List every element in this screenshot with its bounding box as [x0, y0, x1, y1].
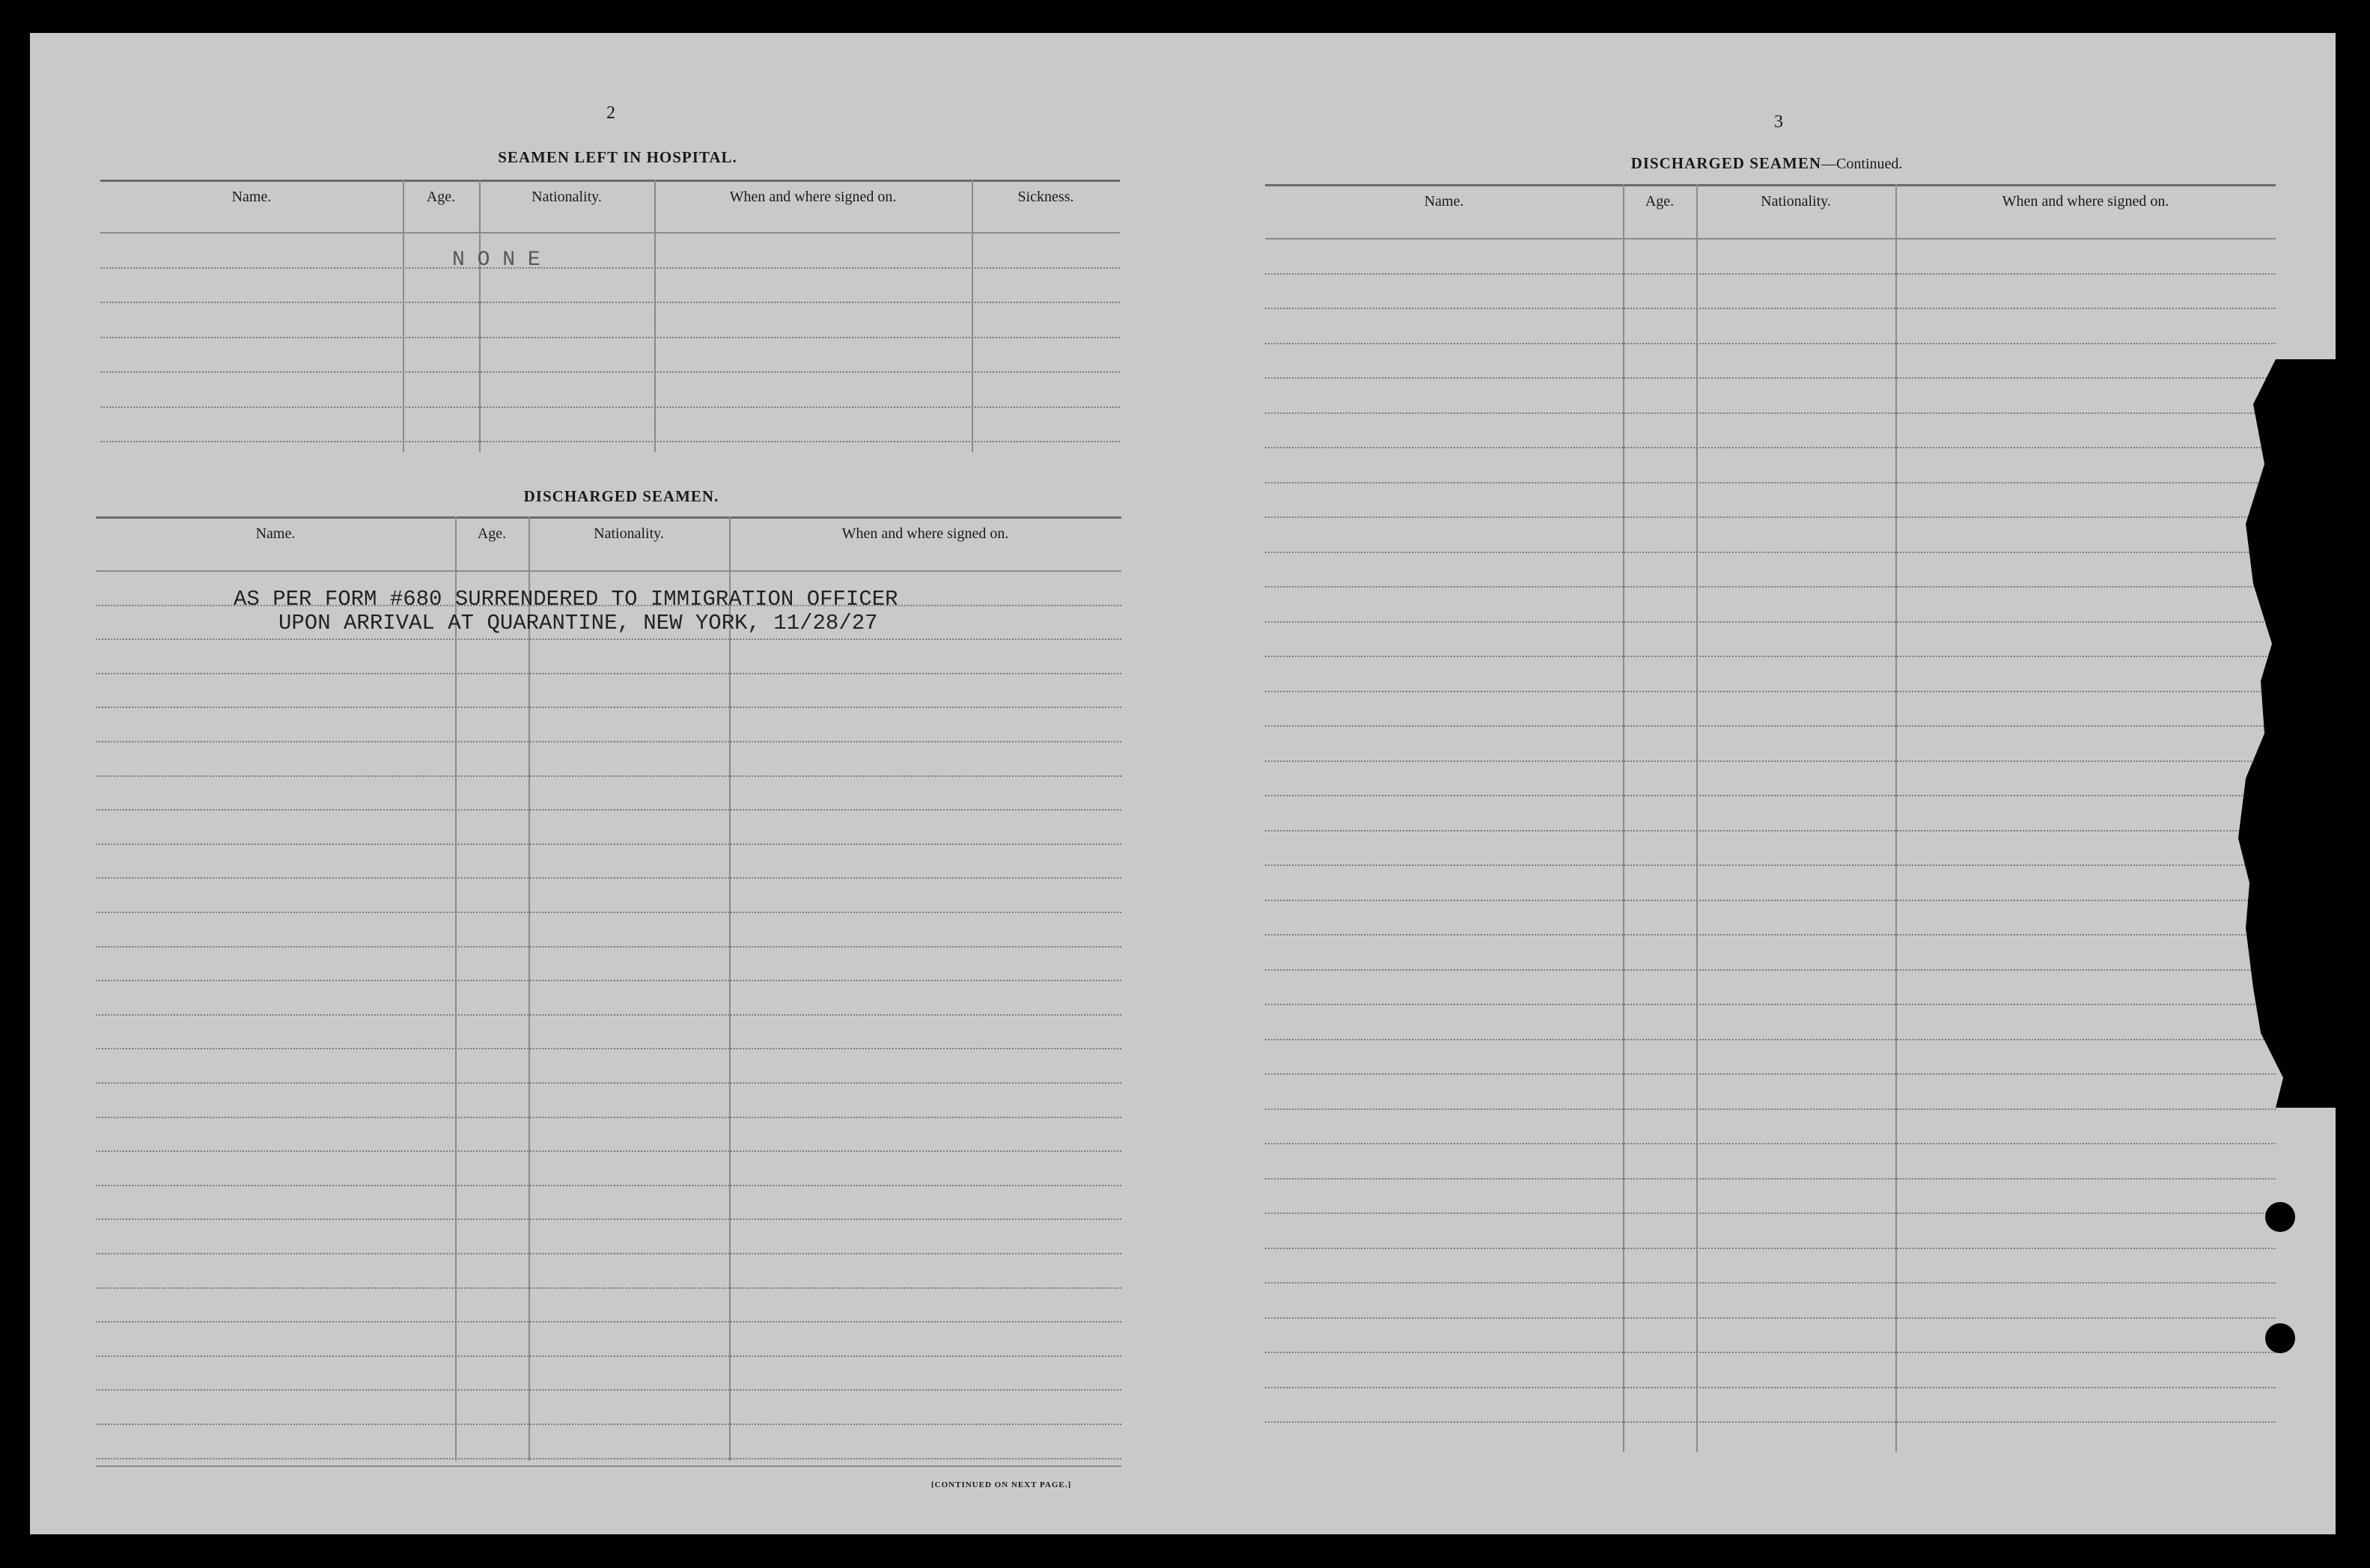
punch-hole-top — [2264, 467, 2294, 497]
typed-entry-line-2: UPON ARRIVAL AT QUARANTINE, NEW YORK, 11/28/27 — [278, 611, 878, 635]
discharged-row-rule-25 — [96, 1458, 1121, 1459]
discharged-row-rule-8 — [96, 877, 1121, 879]
right-row-rule-33 — [1265, 1421, 2276, 1423]
discharged-column-line-1 — [528, 516, 530, 1461]
torn-edge — [2231, 359, 2370, 1108]
right-row-rule-4 — [1265, 412, 2276, 414]
right-header-0: Name. — [1424, 193, 1464, 210]
right-header-3: When and where signed on. — [2002, 193, 2169, 210]
right-row-rule-16 — [1265, 830, 2276, 832]
right-row-rule-6 — [1265, 482, 2276, 483]
hospital-header-2: Nationality. — [531, 189, 602, 205]
right-row-rule-24 — [1265, 1108, 2276, 1110]
discharged-section-title: DISCHARGED SEAMEN. — [523, 487, 719, 505]
hospital-header-4: Sickness. — [1017, 189, 1074, 205]
continued-note: [CONTINUED ON NEXT PAGE.] — [931, 1480, 1072, 1489]
typed-entry-line-1: AS PER FORM #680 SURRENDERED TO IMMIGRATION OFFICER — [234, 587, 898, 611]
right-row-rule-7 — [1265, 516, 2276, 518]
page-number-right: 3 — [1774, 112, 1783, 132]
discharged-header-0: Name. — [255, 525, 296, 542]
discharged-row-rule-14 — [96, 1082, 1121, 1084]
hospital-column-line-2 — [654, 180, 656, 452]
right-row-rule-2 — [1265, 343, 2276, 344]
punch-hole-bottom — [2265, 1323, 2295, 1353]
paper-sheet — [30, 33, 2336, 1534]
discharged-row-rule-4 — [96, 741, 1121, 742]
right-row-rule-9 — [1265, 586, 2276, 588]
hospital-header-0: Name. — [231, 189, 272, 205]
discharged-row-rule-11 — [96, 980, 1121, 981]
right-column-line-1 — [1696, 184, 1698, 1452]
discharged-header-2: Nationality. — [594, 525, 664, 542]
discharged-row-rule-24 — [96, 1424, 1121, 1425]
hospital-row-rule-2 — [100, 337, 1120, 338]
right-header-rule — [1265, 238, 2276, 240]
right-row-rule-30 — [1265, 1317, 2276, 1319]
discharged-row-rule-3 — [96, 707, 1121, 708]
right-row-rule-23 — [1265, 1073, 2276, 1075]
discharged-row-rule-22 — [96, 1355, 1121, 1357]
hospital-section-title: SEAMEN LEFT IN HOSPITAL. — [498, 148, 737, 166]
right-row-rule-11 — [1265, 656, 2276, 657]
right-row-rule-18 — [1265, 900, 2276, 901]
discharged-row-rule-9 — [96, 912, 1121, 913]
hospital-column-line-1 — [479, 180, 481, 452]
right-row-rule-29 — [1265, 1282, 2276, 1284]
right-header-1: Age. — [1645, 193, 1675, 210]
right-row-rule-14 — [1265, 760, 2276, 762]
discharged-top-rule — [96, 516, 1121, 519]
discharged-row-rule-7 — [96, 844, 1121, 845]
hospital-row-rule-0 — [100, 267, 1120, 269]
discharged-row-rule-12 — [96, 1014, 1121, 1016]
right-row-rule-32 — [1265, 1387, 2276, 1388]
punch-hole-middle — [2265, 1202, 2295, 1232]
right-row-rule-0 — [1265, 273, 2276, 275]
hospital-row-rule-5 — [100, 441, 1120, 442]
hospital-row-rule-4 — [100, 406, 1120, 408]
right-column-line-2 — [1895, 184, 1897, 1452]
continued-section-title-suffix: —Continued. — [1821, 156, 1903, 172]
right-row-rule-28 — [1265, 1248, 2276, 1249]
hospital-row-rule-3 — [100, 371, 1120, 373]
discharged-column-line-0 — [455, 516, 457, 1461]
continued-section-title — [1609, 154, 1924, 173]
discharged-row-rule-10 — [96, 946, 1121, 948]
hospital-header-3: When and where signed on. — [729, 189, 897, 205]
discharged-bottom-rule — [96, 1465, 1121, 1467]
right-row-rule-22 — [1265, 1039, 2276, 1040]
right-row-rule-31 — [1265, 1352, 2276, 1353]
right-row-rule-12 — [1265, 691, 2276, 692]
hospital-header-1: Age. — [426, 189, 456, 205]
discharged-row-rule-17 — [96, 1185, 1121, 1186]
right-row-rule-3 — [1265, 377, 2276, 379]
right-row-rule-8 — [1265, 552, 2276, 553]
discharged-row-rule-23 — [96, 1389, 1121, 1391]
hospital-none-entry: N O N E — [452, 248, 540, 272]
discharged-header-3: When and where signed on. — [841, 525, 1009, 542]
discharged-header-rule — [96, 570, 1121, 572]
continued-section-title-main: DISCHARGED SEAMEN — [1630, 154, 1822, 172]
right-column-line-0 — [1623, 184, 1624, 1452]
discharged-row-rule-1 — [96, 638, 1121, 640]
right-row-rule-1 — [1265, 308, 2276, 309]
hospital-row-rule-1 — [100, 302, 1120, 303]
page-number-left: 2 — [606, 103, 615, 123]
discharged-row-rule-16 — [96, 1150, 1121, 1152]
hospital-column-line-3 — [972, 180, 973, 452]
hospital-top-rule — [100, 180, 1120, 182]
right-row-rule-17 — [1265, 864, 2276, 866]
right-row-rule-15 — [1265, 795, 2276, 796]
right-row-rule-26 — [1265, 1178, 2276, 1180]
hospital-header-rule — [100, 232, 1120, 234]
discharged-row-rule-21 — [96, 1321, 1121, 1323]
discharged-header-1: Age. — [477, 525, 507, 542]
right-row-rule-21 — [1265, 1004, 2276, 1005]
discharged-row-rule-6 — [96, 809, 1121, 811]
discharged-row-rule-5 — [96, 775, 1121, 777]
right-row-rule-10 — [1265, 621, 2276, 623]
hospital-column-line-0 — [403, 180, 404, 452]
discharged-column-line-2 — [729, 516, 731, 1461]
right-top-rule — [1265, 184, 2276, 186]
discharged-row-rule-18 — [96, 1218, 1121, 1220]
discharged-row-rule-19 — [96, 1253, 1121, 1254]
right-row-rule-20 — [1265, 969, 2276, 971]
discharged-row-rule-20 — [96, 1287, 1121, 1289]
discharged-row-rule-13 — [96, 1048, 1121, 1049]
discharged-row-rule-2 — [96, 673, 1121, 674]
right-row-rule-19 — [1265, 934, 2276, 936]
right-row-rule-27 — [1265, 1212, 2276, 1214]
right-row-rule-13 — [1265, 725, 2276, 727]
right-header-2: Nationality. — [1761, 193, 1831, 210]
right-row-rule-25 — [1265, 1143, 2276, 1144]
right-row-rule-5 — [1265, 447, 2276, 448]
discharged-row-rule-15 — [96, 1117, 1121, 1118]
